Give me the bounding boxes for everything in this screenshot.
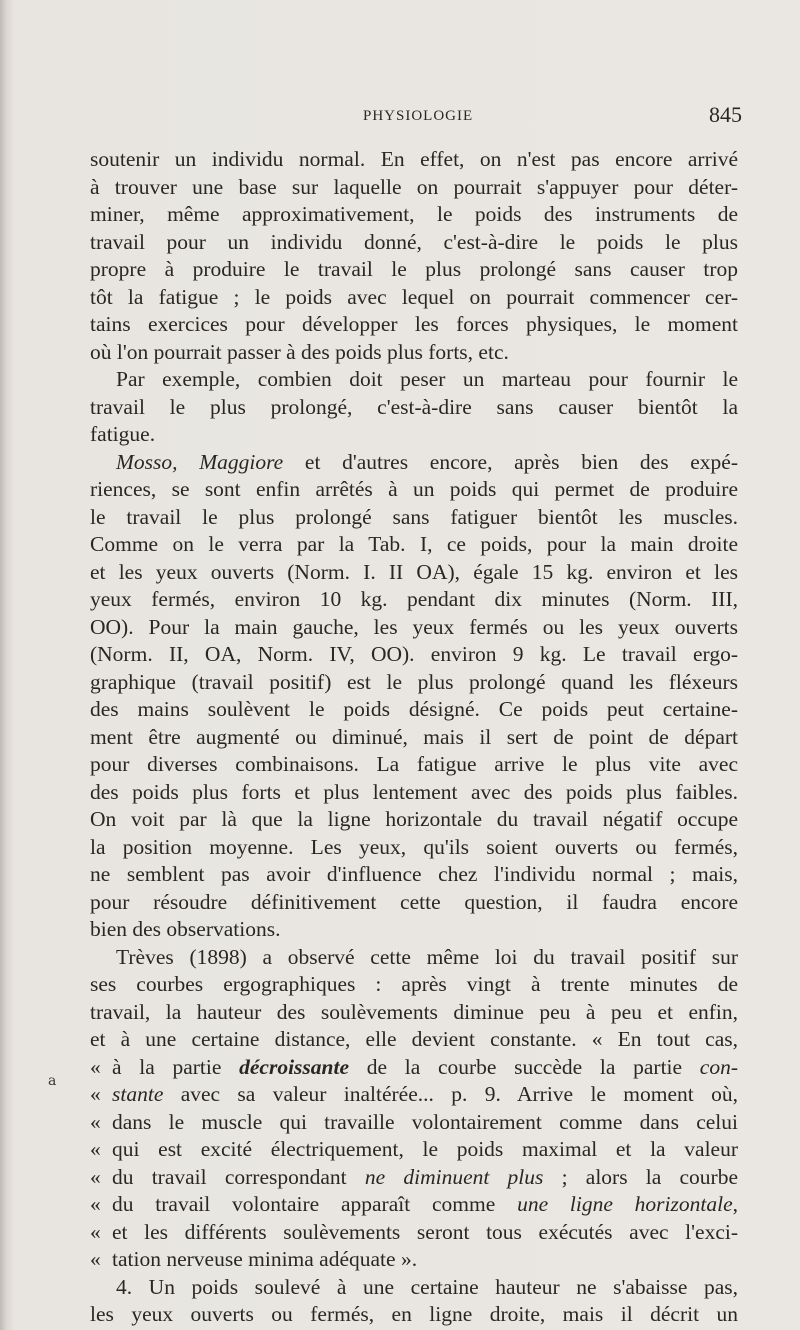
quote-line: « tation nerveuse minima adéquate ». <box>90 1246 738 1274</box>
text-line: fatigue. <box>90 422 156 446</box>
text-line: ne semblent pas avoir d'influence chez l'individu normal ; mais, <box>90 862 738 886</box>
text-line: graphique (travail positif) est le plus prolongé quand les fléxeurs <box>90 669 738 694</box>
quote-line: « à la partie décroissante de la courbe succède la partie con- <box>90 1054 738 1082</box>
quote-line: « stante avec sa valeur inaltérée... p. 9. Arrive le moment où, <box>90 1081 738 1109</box>
text-line: des mains soulèvent le poids désigné. Ce poids peut certaine- <box>90 697 738 721</box>
page-header <box>88 100 742 130</box>
text-line: ment être augmenté ou diminué, mais il sert de point de départ <box>90 724 738 749</box>
text-line: ses courbes ergographiques : après vingt à trente minutes de <box>90 972 738 996</box>
emphasis: con- <box>699 1054 738 1079</box>
quote-mark: « <box>90 1164 101 1189</box>
text-line: les yeux ouverts ou fermés, en ligne droite, mais il décrit un <box>90 1302 738 1326</box>
line-rest: et d'autres encore, après bien des expé- <box>283 449 738 474</box>
quote-mark: « <box>90 1219 101 1244</box>
text-line: Par exemple, combien doit peser un marteau pour fournir le <box>116 367 738 391</box>
page-number: 845 <box>709 102 742 127</box>
text-line: miner, même approximativement, le poids des instruments de <box>90 202 738 226</box>
quote-mark: « <box>90 1054 101 1079</box>
text-line: travail le plus prolongé, c'est-à-dire sans causer bientôt la <box>90 394 738 419</box>
authors-italic: Mosso, Maggiore <box>116 449 284 474</box>
emphasis: une ligne horizontale <box>517 1192 733 1216</box>
text-line: le travail le plus prolongé sans fatiguer bientôt les muscles. <box>90 504 738 529</box>
text-line: soutenir un individu normal. En effet, on n'est pas encore arrivé <box>90 147 738 171</box>
emphasis: décroissante <box>239 1054 350 1079</box>
text-line: riences, se sont enfin arrêtés à un poids qui permet de produire <box>90 477 738 501</box>
text-line: tains exercices pour développer les forces physiques, le moment <box>90 312 738 336</box>
text-line: Comme on le verra par la Tab. I, ce poids, pour la main droite <box>90 532 738 556</box>
text-line: et les yeux ouverts (Norm. I. II OA), égale 15 kg. environ et les <box>90 559 738 584</box>
emphasis: stante <box>112 1082 164 1106</box>
text-line: et à une certaine distance, elle devient constante. « En tout cas, <box>90 1027 738 1051</box>
text-line: tôt la fatigue ; le poids avec lequel on pourrait commencer cer- <box>90 284 738 309</box>
text-line: Trèves (1898) a observé cette même loi du travail positif sur <box>116 944 738 969</box>
text-line: OO). Pour la main gauche, les yeux fermés ou les yeux ouverts <box>90 614 738 639</box>
text-line: où l'on pourrait passer à des poids plus forts, etc. <box>90 339 509 364</box>
quote-mark: « <box>90 1137 101 1161</box>
text-line: yeux fermés, environ 10 kg. pendant dix minutes (Norm. III, <box>90 587 738 611</box>
text-line: travail, la hauteur des soulèvements diminue peu à peu et enfin, <box>90 999 738 1024</box>
text-line: On voit par là que la ligne horizontale du travail négatif occupe <box>90 807 738 831</box>
quote-line: « du travail volontaire apparaît comme une ligne horizontale, <box>90 1191 738 1219</box>
quote-line: « qui est excité électriquement, le poids maximal et la valeur <box>90 1136 738 1164</box>
quote-mark: « <box>90 1109 101 1134</box>
quote-line: « et les différents soulèvements seront tous exécutés avec l'exci- <box>90 1219 738 1247</box>
text-line: des poids plus forts et plus lentement avec des poids plus faibles. <box>90 779 738 804</box>
text-line: bien des observations. <box>90 917 281 941</box>
quote-mark: « <box>90 1192 101 1216</box>
text-line: pour résoudre définitivement cette question, il faudra encore <box>90 889 738 914</box>
quote-line: « dans le muscle qui travaille volontairement comme dans celui <box>90 1109 738 1137</box>
text-line: 4. Un poids soulevé à une certaine hauteur ne s'abaisse pas, <box>116 1274 738 1299</box>
emphasis: ne diminuent plus <box>364 1164 544 1189</box>
text-line: propre à produire le travail le plus prolongé sans causer trop <box>90 257 738 281</box>
text-line <box>90 449 738 477</box>
running-title: PHYSIOLOGIE <box>363 108 474 124</box>
text-line: pour diverses combinaisons. La fatigue arrive le plus vite avec <box>90 752 738 776</box>
text-line: (Norm. II, OA, Norm. IV, OO). environ 9 kg. Le travail ergo- <box>90 642 738 666</box>
quote-line: « du travail correspondant ne diminuent plus ; alors la courbe <box>90 1164 738 1192</box>
text-line: travail pour un individu donné, c'est-à-dire le poids le plus <box>90 229 738 254</box>
quote-mark: « <box>90 1082 101 1106</box>
quote-mark: « <box>90 1247 101 1271</box>
margin-mark: a <box>48 1073 57 1089</box>
text-line: la position moyenne. Les yeux, qu'ils soient ouverts ou fermés, <box>90 834 738 859</box>
body-text <box>90 146 738 1329</box>
text-line: à trouver une base sur laquelle on pourrait s'appuyer pour déter- <box>90 174 738 199</box>
